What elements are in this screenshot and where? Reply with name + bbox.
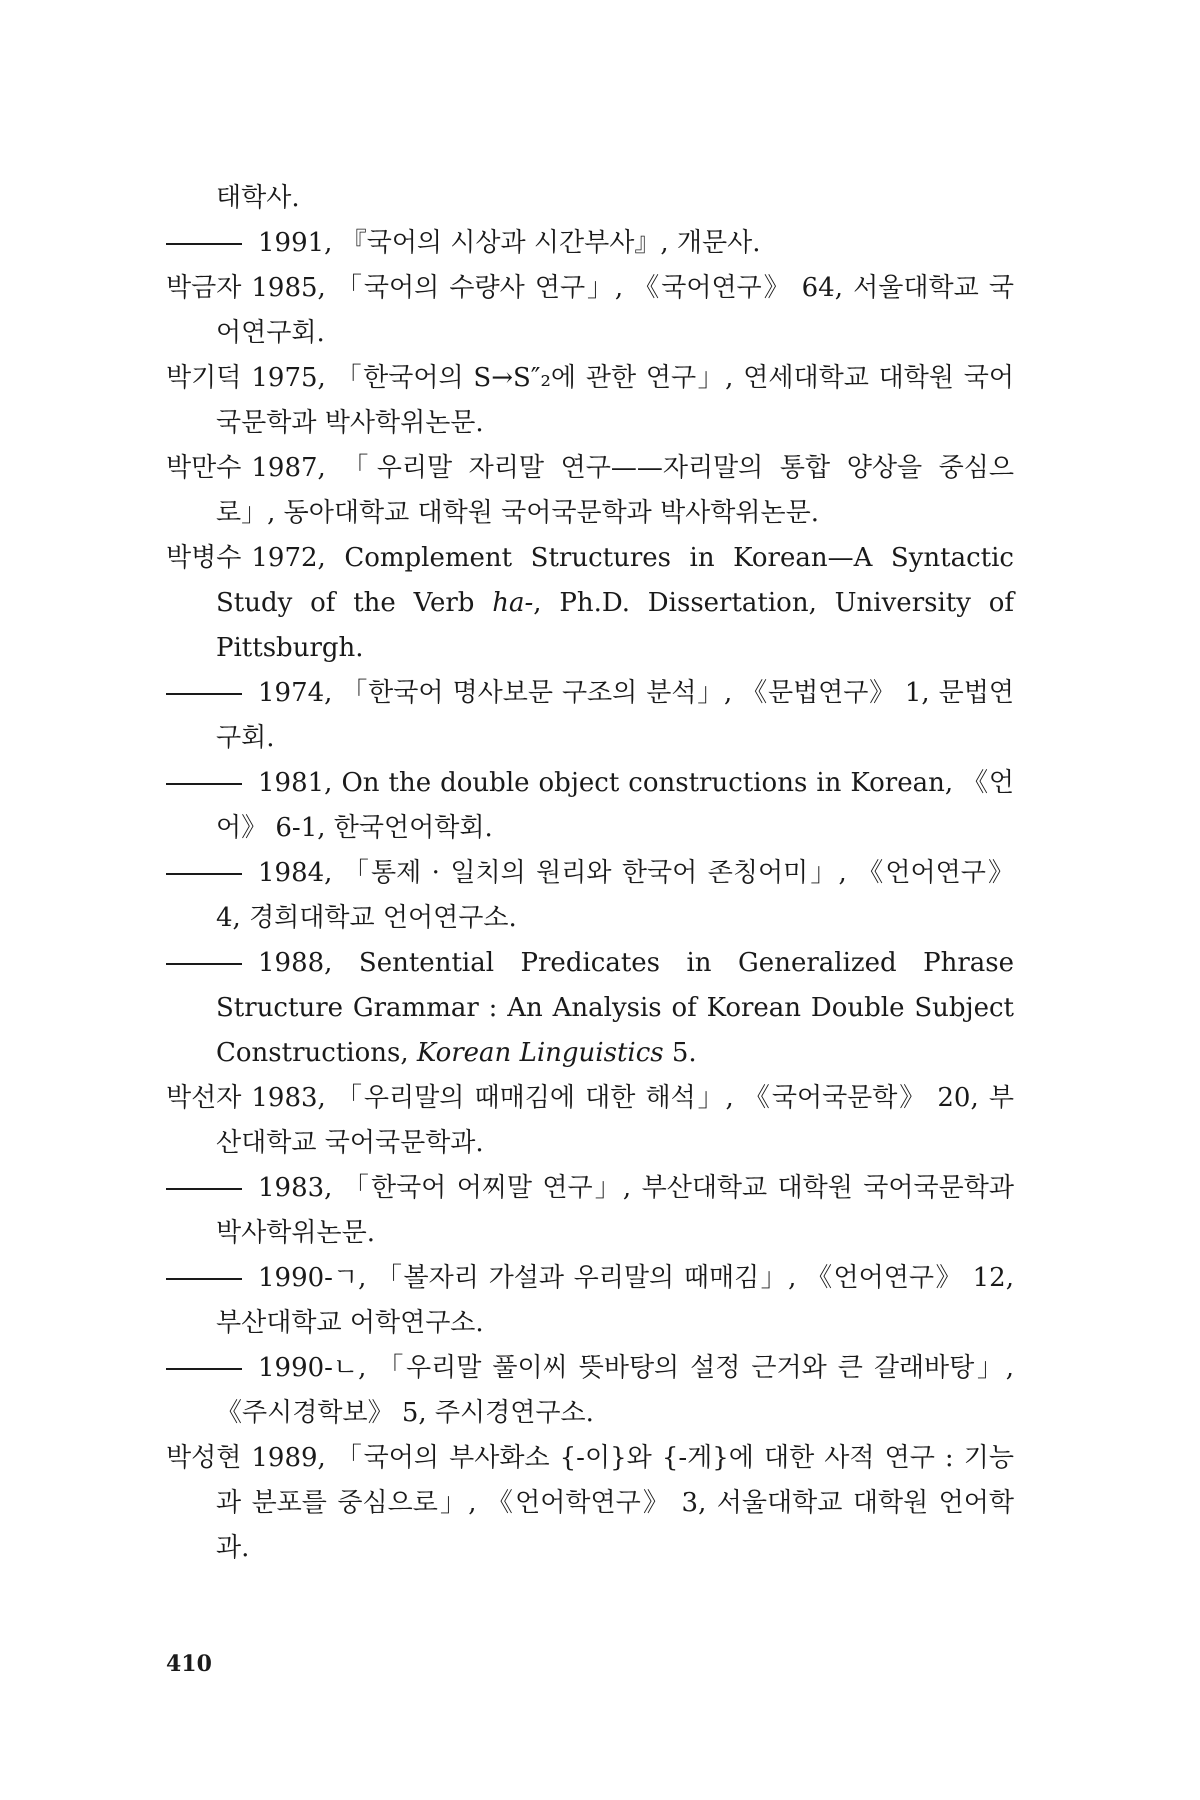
reference-text: 1981, On the double object constructions in Korean, 《언어》 6-1, 한국언어학회. (216, 768, 1014, 843)
reference-author: 박금자 (166, 273, 242, 303)
reference-entry (166, 941, 1014, 1076)
reference-entry (166, 671, 1014, 761)
reference-text: 5. (663, 1038, 697, 1068)
repeat-author-dash (166, 1188, 242, 1190)
reference-entry (166, 221, 1014, 266)
repeat-author-dash (166, 1278, 242, 1280)
repeat-author-dash (166, 873, 242, 875)
reference-text: 1975, 「한국어의 S→S″₂에 관한 연구」, 연세대학교 대학원 국어국문학과 박사학위논문. (216, 363, 1014, 438)
reference-list (166, 176, 1014, 1571)
reference-author: 박성현 (166, 1443, 242, 1473)
reference-entry (166, 1256, 1014, 1346)
reference-text: 1985, 「국어의 수량사 연구」, 《국어연구》 64, 서울대학교 국어연구회. (216, 273, 1014, 348)
reference-text: 1988, Sentential Predicates in Generalized Phrase Structure Grammar : An Analysis of Korean Double Subject Constructions, (216, 948, 1014, 1068)
reference-text: 1983, 「한국어 어찌말 연구」, 부산대학교 대학원 국어국문학과 박사학위논문. (216, 1173, 1014, 1248)
reference-entry (166, 761, 1014, 851)
reference-entry (166, 1076, 1014, 1166)
reference-entry (166, 1346, 1014, 1436)
reference-text: 1974, 「한국어 명사보문 구조의 분석」, 《문법연구》 1, 문법연구회. (216, 678, 1014, 753)
reference-entry (166, 536, 1014, 671)
reference-text: 1990-ㄱ, 「볼자리 가설과 우리말의 때매김」, 《언어연구》 12, 부산대학교 어학연구소. (216, 1263, 1014, 1338)
reference-text: 1991, 『국어의 시상과 시간부사』, 개문사. (258, 228, 761, 258)
repeat-author-dash (166, 243, 242, 245)
reference-italic-term: ha- (492, 588, 534, 618)
reference-entry (166, 266, 1014, 356)
reference-author: 박만수 (166, 453, 242, 483)
repeat-author-dash (166, 1368, 242, 1370)
repeat-author-dash (166, 963, 242, 965)
reference-entry (166, 446, 1014, 536)
repeat-author-dash (166, 783, 242, 785)
reference-entry (166, 851, 1014, 941)
reference-text: 1989, 「국어의 부사화소 {-이}와 {-게}에 대한 사적 연구 : 기능과 분포를 중심으로」, 《언어학연구》 3, 서울대학교 대학원 언어학과. (216, 1443, 1014, 1563)
reference-text: 1984, 「통제 · 일치의 원리와 한국어 존칭어미」, 《언어연구》 4, 경희대학교 언어연구소. (216, 858, 1014, 933)
reference-text: 1990-ㄴ, 「우리말 풀이씨 뜻바탕의 설정 근거와 큰 갈래바탕」, 《주시경학보》 5, 주시경연구소. (216, 1353, 1014, 1428)
page-number: 410 (166, 1651, 212, 1677)
reference-entry (166, 356, 1014, 446)
reference-text: 1972, Complement Structures in Korean—A Syntactic Study of the Verb (216, 543, 1014, 618)
reference-author: 박병수 (166, 543, 242, 573)
reference-author: 박기덕 (166, 363, 242, 393)
reference-entry-continuation (166, 176, 1014, 221)
reference-text: 1987, 「우리말 자리말 연구——자리말의 통합 양상을 중심으로」, 동아대학교 대학원 국어국문학과 박사학위논문. (216, 453, 1014, 528)
reference-text: 태학사. (216, 183, 300, 213)
reference-entry (166, 1436, 1014, 1571)
journal-title: Korean Linguistics (416, 1038, 664, 1068)
reference-text: 1983, 「우리말의 때매김에 대한 해석」, 《국어국문학》 20, 부산대학교 국어국문학과. (216, 1083, 1014, 1158)
repeat-author-dash (166, 693, 242, 695)
reference-author: 박선자 (166, 1083, 242, 1113)
reference-entry (166, 1166, 1014, 1256)
reference-text: , Ph.D. Dissertation, University of Pittsburgh. (216, 588, 1014, 663)
